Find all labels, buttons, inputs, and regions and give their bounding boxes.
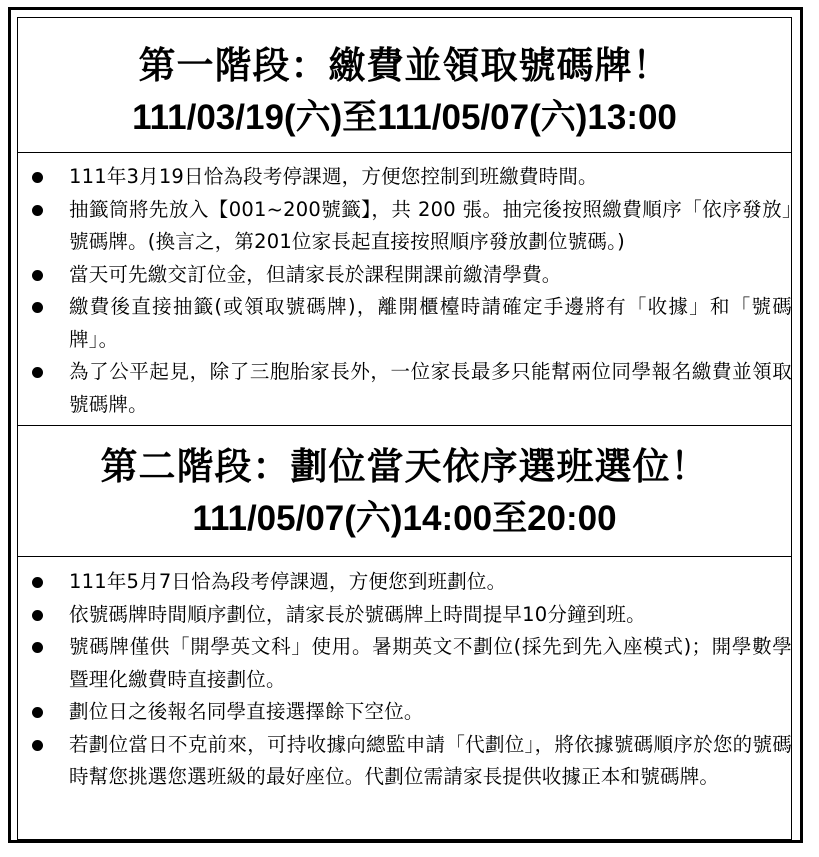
- stage1-list: [32, 161, 792, 421]
- list-item: [32, 729, 792, 794]
- bullet-icon: [32, 642, 43, 653]
- stage1-date: 111/03/19(六)至111/05/07(六)13:00: [132, 98, 677, 137]
- bullet-icon: [32, 610, 43, 621]
- stage2-list: [32, 566, 792, 794]
- list-item-text: 號碼牌僅供「開學英文科」使用。暑期英文不劃位(採先到先入座模式)；開學數學暨理化繳費時直接劃位。: [69, 635, 792, 691]
- section-divider: [17, 425, 792, 426]
- list-item: [32, 696, 792, 729]
- list-item-text: 111年5月7日恰為段考停課週，方便您到班劃位。: [69, 570, 507, 593]
- bullet-icon: [32, 205, 43, 216]
- list-item-text: 依號碼牌時間順序劃位，請家長於號碼牌上時間提早10分鐘到班。: [69, 602, 646, 626]
- bullet-icon: [32, 172, 43, 183]
- stage2-title: 第二階段：劃位當天依序選班選位！: [100, 445, 709, 488]
- list-item-text: 抽籤筒將先放入【001~200號籤】，共 200 張。抽完後按照繳費順序「依序發放」號碼牌。(換言之，第201位家長起直接按照順序發放劃位號碼。): [69, 197, 792, 253]
- bullet-icon: [32, 270, 43, 281]
- list-item: [32, 631, 792, 696]
- list-item-text: 若劃位當日不克前來，可持收據向總監申請「代劃位」，將依據號碼順序於您的號碼時幫您挑選您選班級的最好座位。代劃位需請家長提供收據正本和號碼牌。: [69, 732, 792, 788]
- list-item-text: 劃位日之後報名同學直接選擇餘下空位。: [69, 700, 424, 723]
- stage2-date: 111/05/07(六)14:00至20:00: [192, 499, 617, 538]
- bullet-icon: [32, 707, 43, 718]
- list-item-text: 繳費後直接抽籤(或領取號碼牌)，離開櫃檯時請確定手邊將有「收據」和「號碼牌」。: [69, 295, 792, 351]
- list-item-text: 當天可先繳交訂位金，但請家長於課程開課前繳清學費。: [69, 262, 562, 286]
- list-item-text: 為了公平起見，除了三胞胎家長外，一位家長最多只能幫兩位同學報名繳費並領取號碼牌。: [69, 360, 792, 416]
- stage1-divider: [17, 152, 792, 153]
- stage2-divider: [17, 556, 792, 557]
- list-item: [32, 566, 792, 599]
- list-item: [32, 291, 792, 356]
- stage1-title: 第一階段：繳費並領取號碼牌！: [138, 44, 671, 87]
- list-item: [32, 356, 792, 421]
- list-item-text: 111年3月19日恰為段考停課週，方便您控制到班繳費時間。: [69, 165, 598, 188]
- stage1-heading: [17, 46, 792, 138]
- list-item: [32, 259, 792, 292]
- list-item: [32, 161, 792, 194]
- bullet-icon: [32, 577, 43, 588]
- list-item: [32, 599, 792, 632]
- bullet-icon: [32, 302, 43, 313]
- stage2-heading: [17, 447, 792, 539]
- bullet-icon: [32, 740, 43, 751]
- list-item: [32, 194, 792, 259]
- bullet-icon: [32, 367, 43, 378]
